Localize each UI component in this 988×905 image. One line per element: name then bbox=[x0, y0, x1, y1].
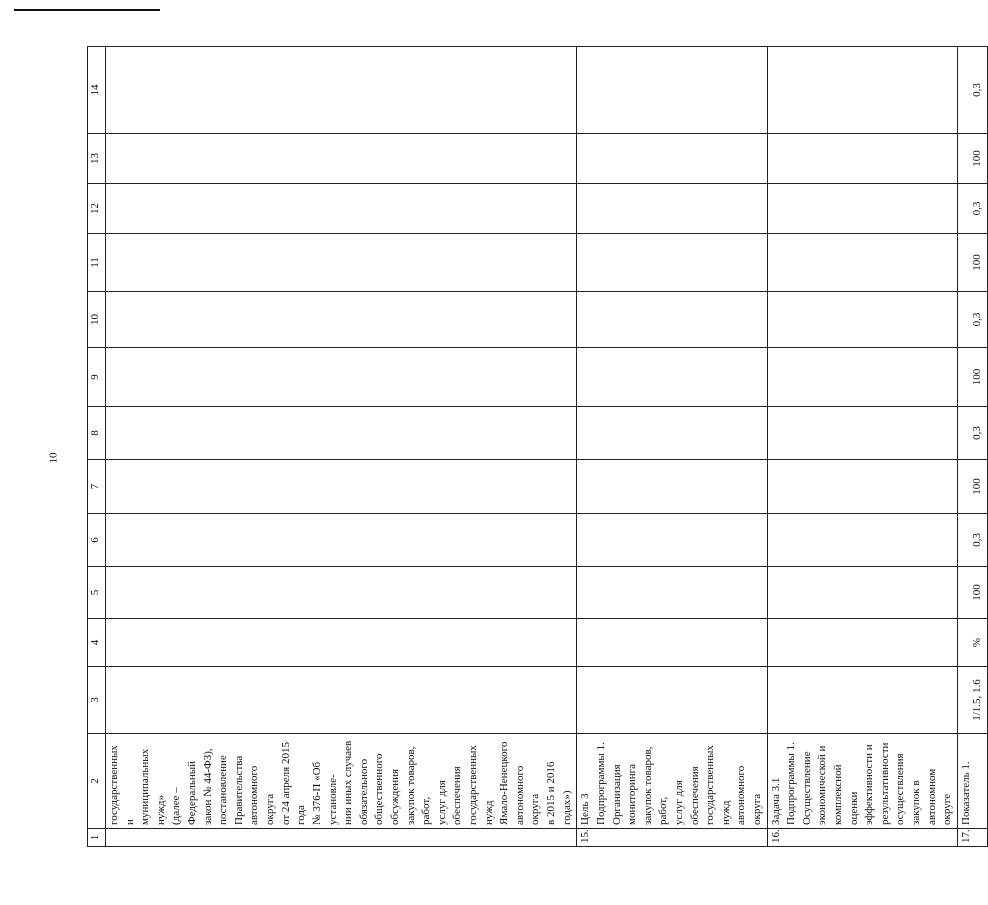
page-number: 10 bbox=[47, 452, 60, 464]
header-row bbox=[88, 47, 106, 847]
value-cell-col-8 bbox=[106, 407, 577, 460]
program-indicators-table bbox=[87, 46, 988, 847]
value-cell-col-7 bbox=[767, 460, 957, 514]
table-row bbox=[957, 47, 987, 847]
header-col-8: 8 bbox=[88, 407, 106, 460]
description-line: автономном округе bbox=[925, 768, 954, 825]
description-cell bbox=[957, 734, 987, 829]
value-cell-col-13: 100 bbox=[957, 134, 987, 184]
value-cell-col-9 bbox=[106, 348, 577, 407]
value-cell-col-3 bbox=[577, 667, 767, 734]
value-cell-col-10 bbox=[577, 292, 767, 348]
description-line: нии иных случаев bbox=[342, 740, 355, 825]
table-row bbox=[767, 47, 957, 847]
header-col-9: 9 bbox=[88, 348, 106, 407]
value-cell-col-10: 0,3 bbox=[957, 292, 987, 348]
description-line: общественного обсуждения bbox=[373, 753, 401, 825]
description-line: государственных и bbox=[108, 745, 136, 825]
value-cell-col-12 bbox=[577, 184, 767, 234]
description-line: от 24 апреля 2015 года bbox=[279, 742, 308, 825]
value-cell-col-5: 100 bbox=[957, 567, 987, 619]
row-number-cell bbox=[106, 829, 577, 847]
description-line: экономической и bbox=[816, 745, 829, 825]
description-line: результативности bbox=[878, 742, 891, 825]
description-line: Осуществление bbox=[800, 751, 813, 825]
description-line: закупок товаров, работ, bbox=[404, 746, 433, 825]
description-line: Правительства bbox=[232, 755, 245, 825]
value-cell-col-9: 100 bbox=[957, 348, 987, 407]
row-number-cell: 16. bbox=[767, 829, 957, 847]
value-cell-col-6: 0,3 bbox=[957, 514, 987, 567]
header-col-4: 4 bbox=[88, 619, 106, 667]
value-cell-col-3 bbox=[106, 667, 577, 734]
value-cell-col-8: 0,3 bbox=[957, 407, 987, 460]
description-cell bbox=[767, 734, 957, 829]
table-row bbox=[577, 47, 767, 847]
header-col-1: 1 bbox=[88, 829, 106, 847]
header-col-12: 12 bbox=[88, 184, 106, 234]
description-line: муниципальных нужд» bbox=[139, 748, 167, 825]
description-line: государственных нужд bbox=[704, 745, 732, 825]
value-cell-col-14 bbox=[577, 47, 767, 134]
top-rule bbox=[14, 9, 160, 11]
header-col-13: 13 bbox=[88, 134, 106, 184]
description-line: Цель 3 Подпрограммы 1. bbox=[579, 742, 607, 825]
table-body bbox=[106, 47, 988, 847]
value-cell-col-8 bbox=[577, 407, 767, 460]
value-cell-col-14 bbox=[106, 47, 577, 134]
header-col-5: 5 bbox=[88, 567, 106, 619]
value-cell-col-7 bbox=[106, 460, 577, 514]
header-col-11: 11 bbox=[88, 234, 106, 292]
value-cell-col-11 bbox=[577, 234, 767, 292]
value-cell-col-6 bbox=[577, 514, 767, 567]
value-cell-col-12: 0,3 bbox=[957, 184, 987, 234]
header-col-10: 10 bbox=[88, 292, 106, 348]
header-col-6: 6 bbox=[88, 514, 106, 567]
header-col-7: 7 bbox=[88, 460, 106, 514]
description-line: комплексной оценки bbox=[832, 764, 860, 825]
description-line: Подпрограммы 1. bbox=[785, 742, 798, 825]
description-line: Ямало-Ненецкого bbox=[498, 741, 511, 825]
description-line: Показатель 1. bbox=[959, 761, 972, 825]
description-line: автономного округа bbox=[735, 765, 763, 825]
description-line: обязательного bbox=[357, 758, 370, 825]
header-col-2: 2 bbox=[88, 734, 106, 829]
description-line: в 2015 и 2016 годах») bbox=[545, 761, 573, 825]
value-cell-col-3: 1/1.5, 1.6 bbox=[957, 667, 987, 734]
row-number-cell: 17. bbox=[957, 829, 987, 847]
description-line: осуществления закупок в bbox=[894, 753, 923, 825]
value-cell-col-3 bbox=[767, 667, 957, 734]
value-cell-col-8 bbox=[767, 407, 957, 460]
value-cell-col-13 bbox=[106, 134, 577, 184]
value-cell-col-9 bbox=[577, 348, 767, 407]
value-cell-col-6 bbox=[106, 514, 577, 567]
description-cell bbox=[577, 734, 767, 829]
value-cell-col-13 bbox=[577, 134, 767, 184]
description-line: № 376-П «Об установле- bbox=[310, 761, 339, 825]
description-line: автономного округа bbox=[248, 765, 277, 825]
description-line: эффективности и bbox=[863, 744, 876, 825]
description-line: Задача 3.1 bbox=[769, 777, 782, 825]
value-cell-col-5 bbox=[577, 567, 767, 619]
header-col-14: 14 bbox=[88, 47, 106, 134]
value-cell-col-14: 0,3 bbox=[957, 47, 987, 134]
value-cell-col-5 bbox=[767, 567, 957, 619]
description-line: автономного округа bbox=[513, 765, 542, 825]
value-cell-col-4 bbox=[767, 619, 957, 667]
description-line: постановление bbox=[217, 755, 230, 825]
value-cell-col-10 bbox=[106, 292, 577, 348]
row-number-cell: 15. bbox=[577, 829, 767, 847]
description-line: закон № 44-ФЗ), bbox=[201, 748, 214, 825]
description-line: государственных нужд bbox=[467, 745, 495, 825]
description-line: услуг для обеспечения bbox=[672, 766, 701, 825]
value-cell-col-12 bbox=[767, 184, 957, 234]
value-cell-col-5 bbox=[106, 567, 577, 619]
value-cell-col-11: 100 bbox=[957, 234, 987, 292]
header-col-3: 3 bbox=[88, 667, 106, 734]
value-cell-col-10 bbox=[767, 292, 957, 348]
value-cell-col-7: 100 bbox=[957, 460, 987, 514]
value-cell-col-11 bbox=[767, 234, 957, 292]
value-cell-col-13 bbox=[767, 134, 957, 184]
value-cell-col-12 bbox=[106, 184, 577, 234]
value-cell-col-4 bbox=[106, 619, 577, 667]
description-cell bbox=[106, 734, 577, 829]
description-line: (далее – Федеральный bbox=[170, 760, 199, 825]
value-cell-col-4 bbox=[577, 619, 767, 667]
rotated-table-region bbox=[87, 47, 984, 847]
table-row bbox=[106, 47, 577, 847]
description-line: закупок товаров, работ, bbox=[641, 746, 670, 825]
description-line: Организация мониторинга bbox=[610, 763, 639, 825]
value-cell-col-7 bbox=[577, 460, 767, 514]
value-cell-col-14 bbox=[767, 47, 957, 134]
value-cell-col-6 bbox=[767, 514, 957, 567]
value-cell-col-11 bbox=[106, 234, 577, 292]
value-cell-col-4: % bbox=[957, 619, 987, 667]
value-cell-col-9 bbox=[767, 348, 957, 407]
description-line: услуг для обеспечения bbox=[435, 766, 464, 825]
